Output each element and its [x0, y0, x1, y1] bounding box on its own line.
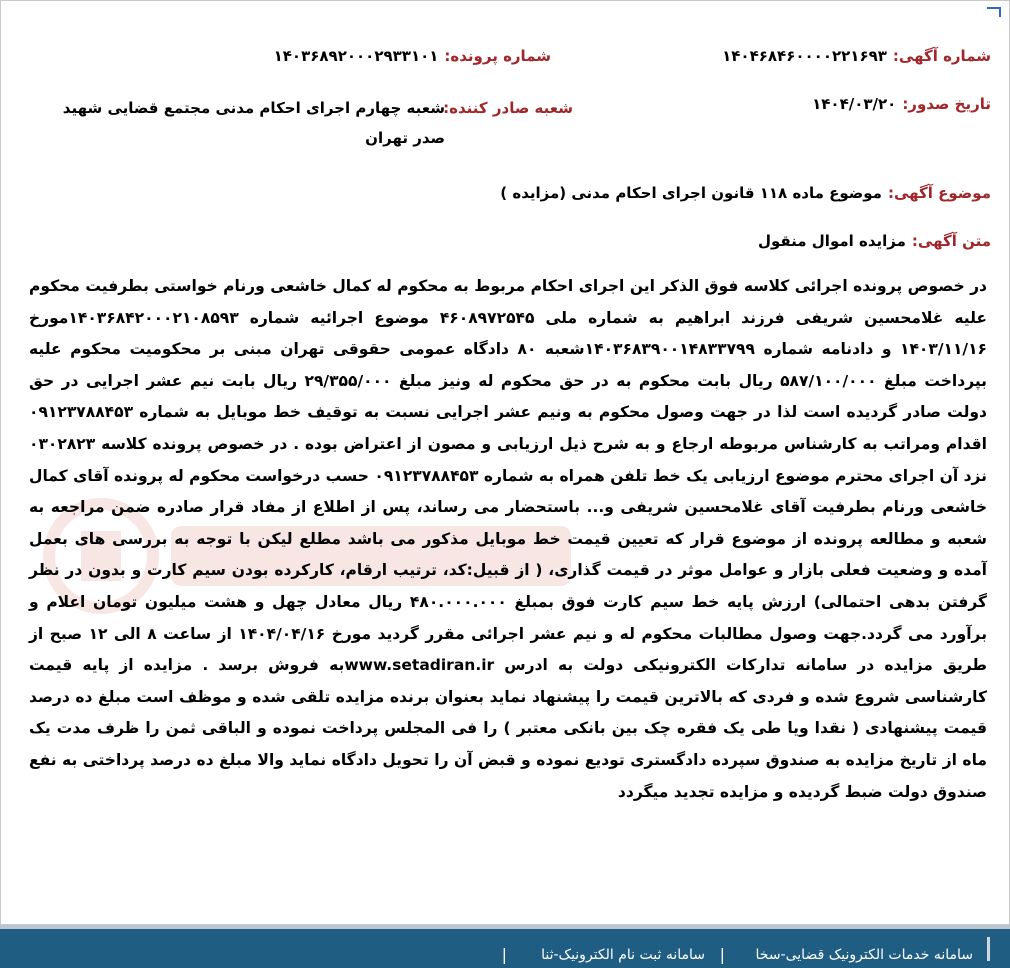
- footer-separator-end: |: [501, 945, 507, 964]
- subject-value: موضوع ماده ۱۱۸ قانون اجرای احکام مدنی (مزایده ): [500, 184, 882, 202]
- ad-number-label: شماره آگهی:: [892, 47, 991, 65]
- text-label: متن آگهی:: [911, 232, 991, 250]
- subject-label: موضوع آگهی:: [887, 184, 991, 202]
- notice-body: در خصوص پرونده اجرائی کلاسه فوق الذکر این اجرای احکام مربوط به محکوم له کمال خاشعی ورنام خواستی بطرفیت محکوم علیه غلامحسین شریفی فرزند ابراهیم به شماره ملی ۴۶۰۸۹۷۲۵۴۵ موضوع اجرائیه شماره ۱۴۰۳۶۸۴۲۰۰۰۲۱۰۸۵۹۳مورخ ۱۴۰۳/۱۱/۱۶ و دادنامه شماره ۱۴۰۳۶۸۳۹۰۰۱۴۸۳۳۷۹۹شعبه ۸۰ دادگاه عمومی حقوقی تهران مبنی بر محکومیت محکوم علیه بپرداخت مبلغ ۵۸۷/۱۰۰/۰۰۰ ریال بابت محکوم به در حق محکوم له ونیز مبلغ ۲۹/۳۵۵/۰۰۰ ریال بابت نیم عشر اجرایی در حق دولت صادر گردیده است لذا در جهت وصول محکوم به ونیم عشر اجرایی نسبت به توقیف خط موبایل به شماره ۰۹۱۲۳۷۸۸۴۵۳ اقدام ومراتب به کارشناس مربوطه ارجاع و به شرح ذیل ارزیابی و مصون از اعتراض بوده . در خصوص پرونده کلاسه ۰۳۰۲۸۲۳ نزد آن اجرای محترم موضوع ارزیابی یک خط تلفن همراه به شماره ۰۹۱۲۳۷۸۸۴۵۳ حسب درخواست محکوم له پرونده آقای کمال خاشعی ورنام بطرفیت آقای غلامحسین شریفی و... باستحضار می رساند، پس از اطلاع از مفاد قرار صادره ضمن مراجعه به شعبه و مطالعه پرونده از موضوع قرار که تعیین قیمت خط موبایل مذکور می باشد مطلع لیکن با توجه به بررسی های بعمل آمده و وضعیت فعلی بازار و عوامل موثر در قیمت گذاری، ( از قبیل:کد، ترتیب ارقام، کارکرده بودن سیم کارت و بدون در نظر گرفتن بدهی احتمالی) ارزش پایه خط سیم کارت فوق بمبلغ ۴۸۰.۰۰۰.۰۰۰ ریال معادل چهل و هشت میلیون تومان اعلام و برآورد می گردد.جهت وصول مطالبات محکوم له و نیم عشر اجرائی مقرر گردید مورخ ۱۴۰۴/۰۴/۱۶ از ساعت ۸ الی ۱۲ صبح از طریق مزایده در سامانه تدارکات الکترونیکی دولت به ادرس www.setadiran.irبه فروش برسد . مزایده از پایه قیمت کارشناسی شروع شده و فردی که بالاترین قیمت را پیشنهاد نماید بعنوان برنده مزایده تلقی شده و موظف است مبلغ ده درصد قیمت پیشنهادی ( نقدا ویا طی یک فقره چک بین بانکی معتبر ) را فی المجلس پرداخت نموده و الباقی ثمن را ظرف مدت یک ماه از تاریخ مزایده به صندوق سپرده دادگستری تودیع نموده و قبض آن را تحویل دادگاه نماید والا مبلغ ده درصد پرداختی به نفع صندوق دولت ضبط گردیده و مزایده تجدید میگردد: [29, 277, 988, 801]
- ad-number: [722, 47, 991, 65]
- footer-link-sana[interactable]: سامانه ثبت نام الکترونیک-ثنا: [541, 947, 705, 963]
- text-value: مزایده اموال منقول: [757, 232, 906, 250]
- footer-link-sakha[interactable]: سامانه خدمات الکترونیک قضایی-سخا: [755, 947, 973, 963]
- footer-separator: |: [719, 945, 725, 964]
- case-number: [274, 47, 551, 65]
- case-number-label: شماره پرونده:: [444, 47, 551, 65]
- issue-date-value: ۱۴۰۴/۰۳/۲۰: [812, 95, 897, 113]
- footer-links: [247, 937, 990, 964]
- case-number-value: ۱۴۰۳۶۸۹۲۰۰۰۲۹۳۳۱۰۱: [273, 47, 439, 65]
- corner-mark: [987, 7, 1001, 17]
- ad-number-value: ۱۴۰۴۶۸۴۶۰۰۰۰۲۲۱۶۹۳: [722, 47, 887, 65]
- subject: [500, 184, 991, 202]
- issuer-value: شعبه چهارم اجرای احکام مدنی مجتمع قضایی شهید صدر تهران: [62, 99, 445, 147]
- issuer-label: شعبه صادر کننده:: [443, 99, 573, 117]
- issue-date: [812, 95, 991, 113]
- notice-title: [758, 232, 991, 250]
- issue-date-label: تاریخ صدور:: [902, 95, 991, 113]
- footer-bar: [0, 925, 1010, 968]
